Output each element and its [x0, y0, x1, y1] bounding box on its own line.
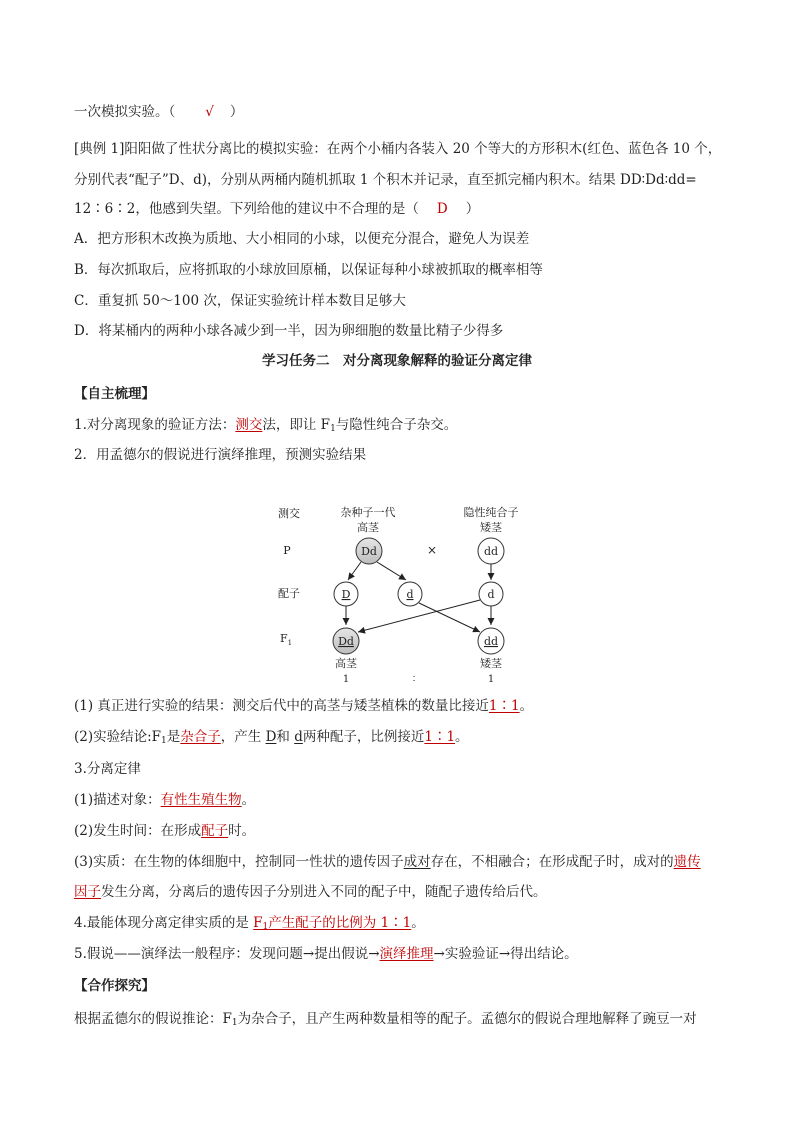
recessive-phenotype: 矮茎	[480, 521, 502, 534]
law-2: (2)发生时间：在形成配子时。	[74, 823, 256, 839]
label-f1: $F_1$	[279, 632, 293, 647]
answer-gametes: 配子	[201, 823, 229, 839]
answer-genetic: 遗传	[673, 854, 701, 870]
line-simulation-judgement: 一次模拟实验。（ √ ）	[74, 104, 244, 120]
label-gamete: 配子	[278, 587, 300, 600]
item-2: 2．用孟德尔的假说进行演绎推理，预测实验结果	[74, 447, 367, 463]
ratio-separator: ∶	[412, 674, 416, 685]
self-review-heading: 【自主梳理】	[74, 386, 155, 402]
label-testcross: 测交	[278, 507, 300, 520]
judgement-answer: √	[205, 104, 214, 120]
answer-ratio-2: 1∶1	[424, 729, 456, 745]
cross-symbol: ×	[426, 543, 438, 557]
option-c: C．重复抓 50～100 次，保证实验统计样本数目足够大	[74, 293, 406, 309]
answer-deduction: 演绎推理	[379, 946, 434, 962]
arrow-p-to-gamete-D	[348, 562, 361, 580]
hybrid-phenotype: 高茎	[357, 521, 379, 534]
gamete-D: D	[341, 588, 351, 601]
offspring-dwarf: 矮茎	[480, 657, 502, 670]
item-1: 1.对分离现象的验证方法：测交法，即让 $F_1$与隐性纯合子杂交。	[74, 417, 458, 434]
parent-hybrid-genotype: Dd	[361, 545, 377, 558]
option-d: D．将某桶内的两种小球各减少到一半，因为卵细胞的数量比精子少得多	[74, 323, 504, 339]
gamete-d-right: d	[487, 588, 495, 601]
answer-heterozygote: 杂合子	[180, 729, 221, 745]
arrow-d-to-dd	[419, 603, 480, 632]
answer-f1-ratio: $F_1$产生配子的比例为 1∶1	[253, 915, 412, 932]
law-1: (1)描述对象：有性生殖生物。	[74, 792, 256, 808]
offspring-dd: dd	[483, 635, 499, 648]
example-answer: D	[436, 201, 448, 217]
item-4: 4.最能体现分离定律实质的是 $F_1$产生配子的比例为 1∶1。	[74, 915, 425, 932]
parent-recessive-genotype: dd	[483, 545, 499, 558]
ratio-left: 1	[342, 674, 350, 685]
option-a: A．把方形积木改换为质地、大小相同的小球，以便充分混合，避免人为误差	[74, 231, 530, 247]
cooperative-heading: 【合作探究】	[74, 978, 155, 994]
last-line: 根据孟德尔的假说推论：$F_1$为杂合子，且产生两种数量相等的配子。孟德尔的假说合理地解释了豌豆一对	[74, 1011, 697, 1028]
option-b: B．每次抓取后，应将抓取的小球放回原桶，以保证每种小球被抓取的概率相等	[74, 262, 543, 278]
offspring-Dd: Dd	[338, 635, 354, 648]
arrow-d-to-Dd	[358, 600, 480, 632]
answer-ratio-1: 1∶1	[488, 698, 520, 714]
hybrid-title: 杂种子一代	[340, 506, 396, 519]
gamete-d: d	[406, 588, 414, 601]
item-5: 5.假说——演绎法一般程序：发现问题→提出假说→演绎推理→实验验证→得出结论。	[74, 946, 578, 962]
law-3-line-2: 因子发生分离，分离后的遗传因子分别进入不同的配子中，随配子遗传给后代。	[74, 884, 547, 900]
label-p: P	[283, 544, 291, 557]
ratio-right: 1	[487, 674, 495, 685]
answer-factor: 因子	[74, 884, 101, 900]
example-line-2: 分别代表“配子”D、d)，分别从两桶内随机抓取 1 个积木并记录，直至抓完桶内积木。结果 DD∶Dd∶dd=	[74, 172, 697, 188]
recessive-title: 隐性纯合子	[463, 506, 519, 519]
law-3-line-1: (3)实质：在生物的体细胞中，控制同一性状的遗传因子成对存在，不相融合；在形成配子时，成对的遗传	[74, 854, 701, 870]
result-1: (1) 真正进行实验的结果：测交后代中的高茎与矮茎植株的数量比接近1∶1。	[74, 698, 534, 714]
answer-sexual-organisms: 有性生殖生物	[160, 792, 242, 808]
offspring-tall: 高茎	[335, 657, 357, 670]
example-line-3: 12∶6∶2，他感到失望。下列给他的建议中不合理的是（ D ）	[74, 201, 480, 217]
task-2-title: 学习任务二 对分离现象解释的验证分离定律	[262, 353, 532, 369]
example-line-1: [典例 1]阳阳做了性状分离比的模拟实验：在两个小桶内各装入 20 个等大的方形积木(红色、蓝色各 10 个，	[74, 141, 722, 157]
result-2: (2)实验结论$:F_1$是杂合子，产生 D和 d两种配子，比例接近1∶1。	[74, 729, 469, 746]
arrow-p-to-gamete-d	[377, 562, 406, 580]
item-3: 3.分离定律	[74, 761, 141, 777]
answer-testcross: 测交	[235, 417, 263, 433]
